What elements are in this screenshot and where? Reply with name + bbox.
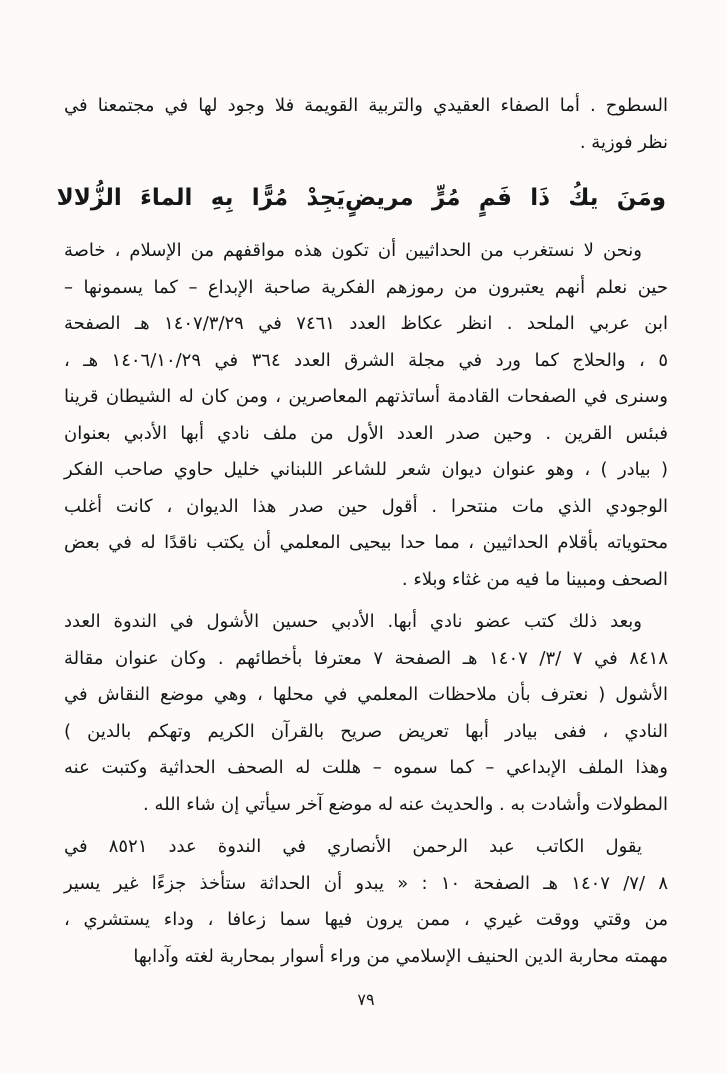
paragraph-hadathiyyin	[64, 233, 668, 598]
text-line: من وقتي ووقت غيري ، ممن يرون فيها سما زعافا ، وداء يستشري ،	[64, 909, 668, 930]
text-line: وهذا الملف الإبداعي – كما سموه – هللت له الصحف الحداثية وكتبت عنه	[64, 757, 668, 778]
text-line: الصحف ومبينا ما فيه من غثاء وبلاء .	[401, 568, 668, 590]
paragraph-ashul	[64, 604, 668, 823]
text-line: ٨ /٧/ ١٤٠٧ هـ الصفحة ١٠ : « يبدو أن الحداثة ستأخذ جزءًا غير يسير	[64, 872, 668, 894]
paragraph-continuation	[64, 88, 668, 161]
text-line: المطولات وأشادت به . والحديث عنه له موضع آخر سيأتي إن شاء الله .	[143, 793, 668, 815]
text-line: ابن عربي الملحد . انظر عكاظ العدد ٧٤٦١ في ١٤٠٧/٣/٢٩ هـ الصفحة	[64, 313, 668, 334]
text-line: النادي ، ففى بيادر أبها تعريض صريح بالقرآن الكريم وتهكم بالدين )	[64, 720, 668, 742]
verse-hemistich-second: يَجِدْ مُرًّا بِهِ الماءَ الزُّلالا	[56, 185, 346, 211]
text-line: السطوح . أما الصفاء العقيدي والتربية القويمة فلا وجود لها في مجتمعنا في	[64, 95, 668, 116]
text-line: وبعد ذلك كتب عضو نادي أبها. الأدبي حسين الأشول في الندوة العدد	[64, 611, 642, 632]
text-line: نظر فوزية .	[579, 131, 668, 153]
text-line: مهمته محاربة الدين الحنيف الإسلامي من وراء أسوار بمحاربة لغته وآدابها	[133, 945, 668, 967]
paragraph-ansari	[64, 829, 668, 975]
text-line: ( بيادر ) ، وهو عنوان ديوان شعر للشاعر اللبناني خليل حاوي صاحب الفكر	[64, 459, 668, 480]
text-line: ٨٤١٨ في ٧ /٣/ ١٤٠٧ هـ الصفحة ٧ معترفا بأخطائهم . وكان عنوان مقالة	[64, 647, 669, 669]
text-line: يقول الكاتب عبد الرحمن الأنصاري في الندوة عدد ٨٥٢١ في	[64, 836, 642, 857]
text-line: الوجودي الذي مات منتحرا . أقول حين صدر هذا الديوان ، كانت أغلب	[64, 495, 668, 517]
text-line: حين نعلم أنهم يعتبرون من رموزهم الفكرية صاحبة الإبداع – كما يسمونها –	[64, 276, 668, 298]
text-line: ونحن لا نستغرب من الحداثيين أن تكون هذه مواقفهم من الإسلام ، خاصة	[64, 240, 642, 261]
verse-hemistich-first: ومَنَ يكُ ذَا فَمٍ مُرٍّ مريضٍ	[345, 185, 666, 211]
page-number: ٧٩	[357, 990, 375, 1009]
text-line: الأشول ( نعترف بأن ملاحظات المعلمي في محلها ، وهي موضع النقاش في	[64, 684, 668, 705]
poetry-verse	[56, 175, 666, 221]
text-line: محتوياته بأقلام الحداثيين ، مما حدا بيحيى المعلمي أن يكتب ناقدًا له في بعض	[64, 532, 668, 553]
text-line: ٥ ، والحلاج كما ورد في مجلة الشرق العدد ٣٦٤ في ١٤٠٦/١٠/٢٩ هـ ،	[64, 349, 668, 371]
text-line: فبئس القرين . وحين صدر العدد الأول من ملف نادي أبها الأدبي بعنوان	[64, 422, 668, 444]
text-line: وسنرى في الصفحات القادمة أساتذتهم المعاصرين ، ومن كان له الشيطان قرينا	[64, 386, 668, 407]
